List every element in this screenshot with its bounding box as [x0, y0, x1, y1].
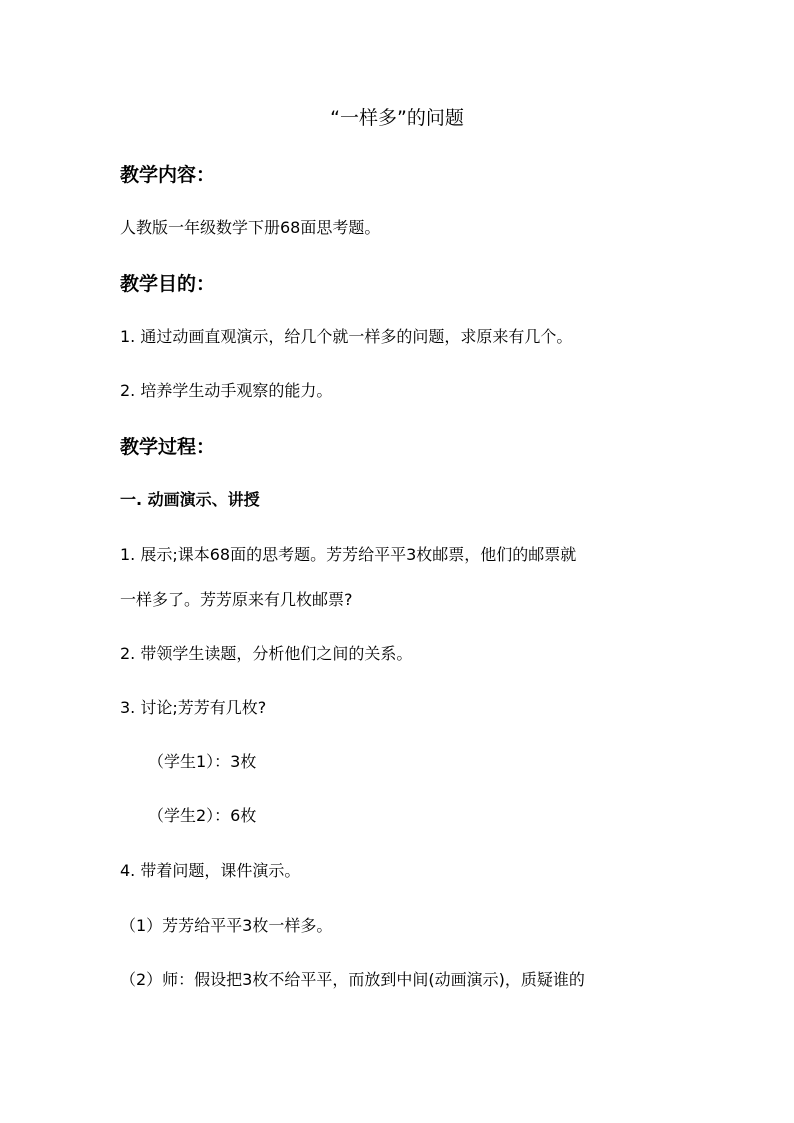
goal-item-2: 2. 培养学生动手观察的能力。 [120, 381, 333, 400]
step-3: 3. 讨论;芳芳有几枚? [120, 698, 267, 717]
document-title: “一样多”的问题 [330, 107, 464, 129]
step-3-answer-2: （学生2）：6枚 [148, 806, 257, 825]
goals-heading: 教学目的： [120, 273, 216, 295]
step-3-answer-1: （学生1）：3枚 [148, 752, 257, 771]
step-4-item-1: （1）芳芳给平平3枚一样多。 [120, 916, 333, 935]
process-heading: 教学过程： [120, 436, 216, 458]
step-4-item-2: （2）师：假设把3枚不给平平，而放到中间(动画演示)，质疑谁的 [120, 970, 585, 989]
step-1-line-2: 一样多了。芳芳原来有几枚邮票? [120, 590, 353, 609]
step-1-line-1: 1. 展示;课本68面的思考题。芳芳给平平3枚邮票，他们的邮票就 [120, 545, 577, 564]
step-4: 4. 带着问题，课件演示。 [120, 861, 301, 880]
section1-heading: 一. 动画演示、讲授 [120, 490, 260, 509]
content-heading: 教学内容： [120, 164, 216, 186]
step-2: 2. 带领学生读题，分析他们之间的关系。 [120, 644, 413, 663]
content-text: 人教版一年级数学下册68面思考题。 [120, 218, 381, 237]
goal-item-1: 1. 通过动画直观演示，给几个就一样多的问题，求原来有几个。 [120, 327, 573, 346]
